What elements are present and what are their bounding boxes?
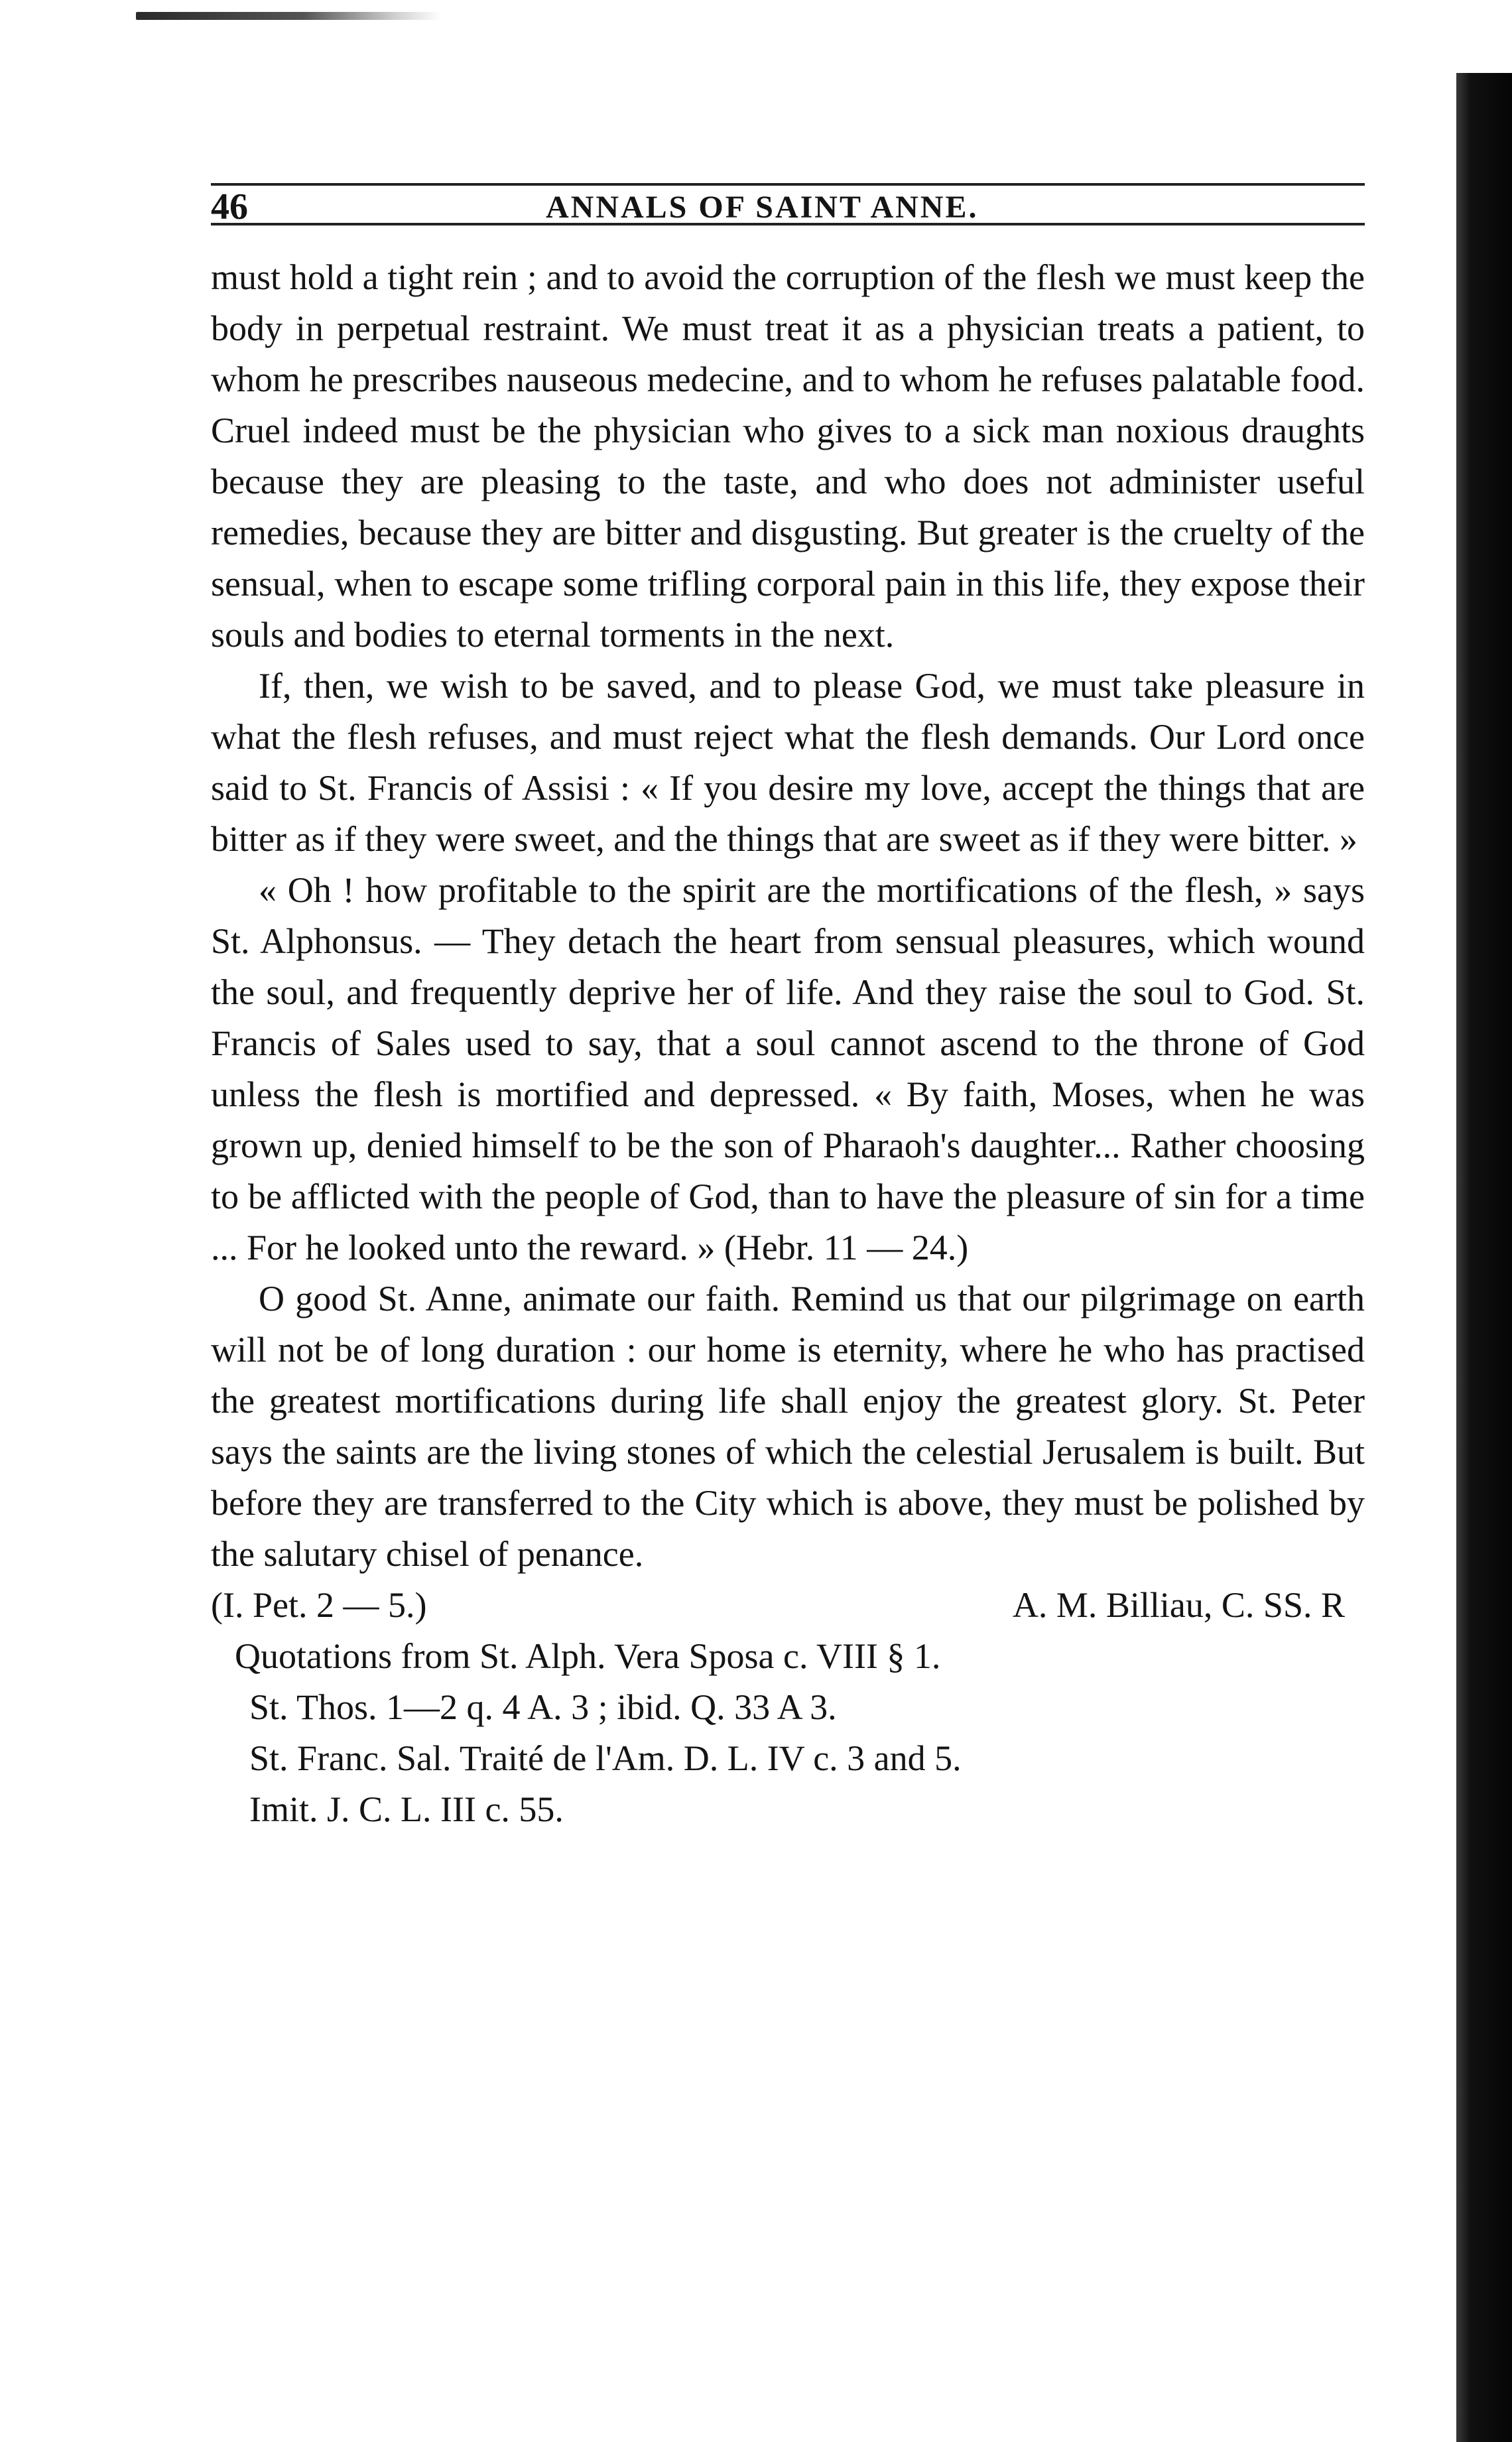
reference-item: St. Thos. 1—2 q. 4 A. 3 ; ibid. Q. 33 A 3. [249, 1687, 837, 1727]
book-page [211, 179, 1365, 1835]
paragraph-1: must hold a tight rein ; and to avoid the corruption of the flesh we must keep the body in perpetual restraint. We must treat it as a physician treats a patient, to whom he prescribes nauseous medecine, and to whom he refuses palatable food. Cruel indeed must be the physician who gives to a sick man noxious draughts because they are pleasing to the taste, and who does not administer useful remedies, because they are bitter and disgusting. But greater is the cruelty of the sensual, when to escape some trifling corporal pain in this life, they expose their souls and bodies to eternal torments in the next. [211, 257, 1365, 655]
reference-item: Imit. J. C. L. III c. 55. [249, 1789, 564, 1829]
running-title: ANNALS OF SAINT ANNE. [546, 189, 979, 225]
paragraph-4: O good St. Anne, animate our faith. Remind us that our pilgrimage on earth will not be of long duration : our home is eternity, where he who has practised the greatest mortifications during life shall enjoy the greatest glory. St. Peter says the saints are the living stones of which the celestial Jerusalem is built. But before they are transferred to the City which is above, they must be polished by the salutary chisel of penance. [211, 1279, 1365, 1574]
paragraph-2: If, then, we wish to be saved, and to please God, we must take pleasure in what the flesh refuses, and must reject what the flesh demands. Our Lord once said to St. Francis of Assisi : « If you desire my love, accept the things that are bitter as if they were sweet, and the things that are sweet as if they were bitter. » [211, 666, 1365, 859]
scan-artifact-top [136, 12, 441, 20]
body-text [211, 252, 1365, 1835]
reference-item: Quotations from St. Alph. Vera Sposa c. VIII § 1. [235, 1636, 941, 1676]
reference-item: St. Franc. Sal. Traité de l'Am. D. L. IV c. 3 and 5. [249, 1738, 962, 1778]
running-header [211, 179, 1365, 225]
page-binding-edge [1456, 73, 1512, 2442]
citation-signature-line [211, 1580, 1365, 1631]
citation: (I. Pet. 2 — 5.) [211, 1585, 427, 1625]
page-number: 46 [211, 186, 248, 227]
author-signature: A. M. Billiau, C. SS. R [1012, 1585, 1345, 1625]
paragraph-3: « Oh ! how profitable to the spirit are the mortifications of the flesh, » says St. Alphonsus. — They detach the heart from sensual pleasures, which wound the soul, and frequently deprive her of life. And they raise the soul to God. St. Francis of Sales used to say, that a soul cannot ascend to the throne of God unless the flesh is mortified and depressed. « By faith, Moses, when he was grown up, denied himself to be the son of Pharaoh's daughter... Rather choosing to be afflicted with the people of God, than to have the pleasure of sin for a time ... For he looked unto the reward. » (Hebr. 11 — 24.) [211, 870, 1365, 1267]
references [211, 1631, 1365, 1835]
